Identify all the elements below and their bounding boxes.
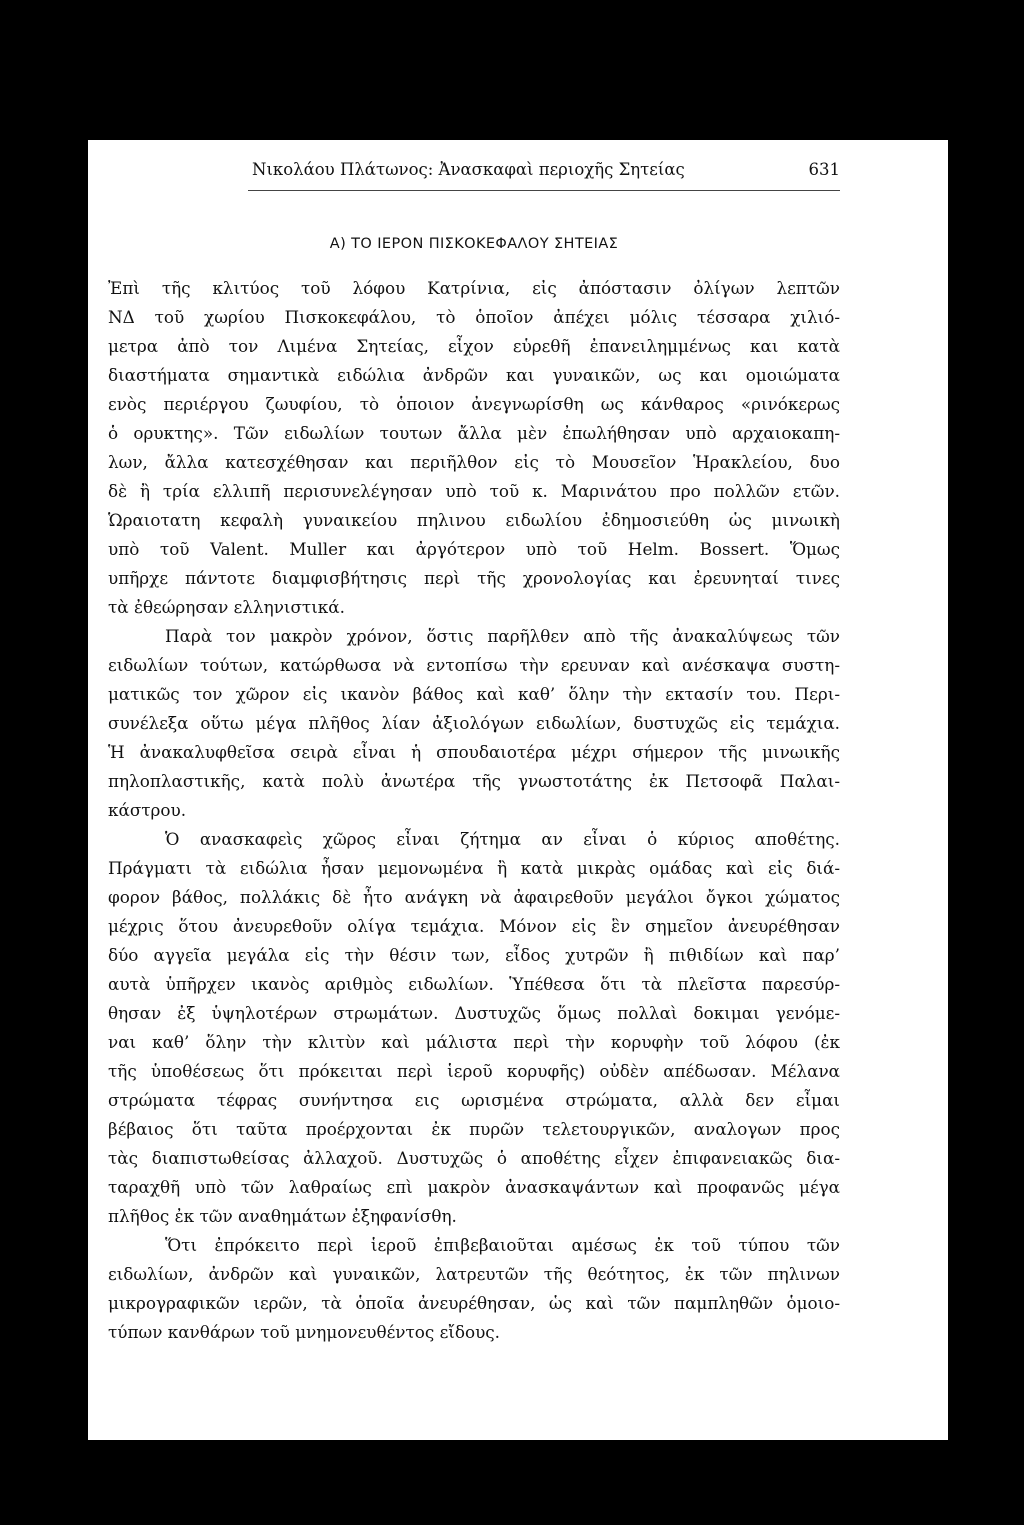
text-line: Παρὰ τον μακρὸν χρόνον, ὅστις παρῆλθεν απὸ τῆς ἀνακαλύψεως τῶν — [165, 626, 840, 646]
text-line: πηλοπλαστικῆς, κατὰ πολὺ ἀνωτέρα τῆς γνωστοτάτης ἐκ Πετσοφᾶ Παλαι- — [108, 771, 840, 791]
text-line: στρώματα τέφρας συνήντησα εις ωρισμένα στρώματα, αλλὰ δεν εἶμαι — [108, 1090, 840, 1110]
text-line: θησαν ἐξ ὑψηλοτέρων στρωμάτων. Δυστυχῶς ὅμως πολλαὶ δοκιμαι γενόμε- — [108, 1003, 840, 1023]
text-line: μικρογραφικῶν ιερῶν, τὰ ὁποῖα ἀνευρέθησαν, ὡς καὶ τῶν παμπληθῶν ὁμοιο- — [108, 1293, 840, 1313]
text-line: ειδωλίων τούτων, κατώρθωσα νὰ εντοπίσω τὴν ερευναν καὶ ανέσκαψα συστη- — [108, 655, 840, 675]
text-line: μέχρις ὅτου ἀνευρεθοῦν ολίγα τεμάχια. Μόνον εἰς ἓν σημεῖον ἀνευρέθησαν — [108, 916, 840, 936]
text-line: τύπων κανθάρων τοῦ μνημονευθέντος εἴδους. — [108, 1322, 500, 1342]
text-line: ΝΔ τοῦ χωρίου Πισκοκεφάλου, τὸ ὁποῖον ἀπέχει μόλις τέσσαρα χιλιό- — [108, 307, 840, 327]
text-line: τὰς διαπιστωθείσας ἀλλαχοῦ. Δυστυχῶς ὁ αποθέτης εἶχεν ἐπιφανειακῶς δια- — [108, 1148, 840, 1168]
text-line: ταραχθῆ υπὸ τῶν λαθραίως επὶ μακρὸν ἀνασκαψάντων καὶ προφανῶς μέγα — [108, 1177, 840, 1197]
text-line: υπὸ τοῦ Valent. Muller και ἀργότερον υπὸ τοῦ Helm. Bossert. Ὅμως — [108, 539, 840, 559]
text-line: βέβαιος ὅτι ταῦτα προέρχονται ἐκ πυρῶν τελετουργικῶν, αναλογων προς — [108, 1119, 840, 1139]
header-rule — [248, 190, 840, 191]
text-line: ενὸς περιέργου ζωυφίου, τὸ ὁποιον ἀνεγνωρίσθη ως κάνθαρος «ρινόκερως — [108, 394, 840, 414]
text-line: ναι καθ’ ὅλην τὴν κλιτὺν καὶ μάλιστα περὶ τὴν κορυφὴν τοῦ λόφου (ἐκ — [108, 1032, 840, 1052]
text-line: αυτὰ ὑπῆρχεν ικανὸς αριθμὸς ειδωλίων. Ὑπέθεσα ὅτι τὰ πλεῖστα παρεσύρ- — [108, 974, 840, 994]
text-line: Ἐπὶ τῆς κλιτύος τοῦ λόφου Κατρίνια, εἰς ἀπόστασιν ὀλίγων λεπτῶν — [108, 278, 840, 298]
text-line: συνέλεξα οὕτω μέγα πλῆθος λίαν ἀξιολόγων ειδωλίων, δυστυχῶς εἰς τεμάχια. — [108, 713, 840, 733]
text-line: Ὡραιοτατη κεφαλὴ γυναικείου πηλινου ειδωλίου ἐδημοσιεύθη ὡς μινωικὴ — [108, 510, 840, 530]
text-line: Πράγματι τὰ ειδώλια ἦσαν μεμονωμένα ἢ κατὰ μικρὰς ομάδας καὶ εἰς διά- — [108, 858, 840, 878]
text-line: δύο αγγεῖα μεγάλα εἰς τὴν θέσιν των, εἶδος χυτρῶν ἢ πιθιδίων καὶ παρ’ — [108, 945, 840, 965]
text-line: τῆς ὑποθέσεως ὅτι πρόκειται περὶ ἱεροῦ κορυφῆς) οὐδὲν απέδωσαν. Μέλανα — [108, 1061, 840, 1081]
running-title: Νικολάου Πλάτωνος: Ἀνασκαφαὶ περιοχῆς Σητείας — [252, 160, 685, 179]
text-line: διαστήματα σημαντικὰ ειδώλια ἀνδρῶν και γυναικῶν, ως και ομοιώματα — [108, 365, 840, 385]
text-line: πλῆθος ἐκ τῶν αναθημάτων ἐξηφανίσθη. — [108, 1206, 457, 1226]
text-line: μετρα ἀπὸ τον Λιμένα Σητείας, εἶχον εὑρεθῆ ἐπανειλημμένως και κατὰ — [108, 336, 840, 356]
text-line: κάστρου. — [108, 800, 187, 820]
text-line: φορον βάθος, πολλάκις δὲ ἦτο ανάγκη νὰ ἀφαιρεθοῦν μεγάλοι ὄγκοι χώματος — [108, 887, 840, 907]
text-line: δὲ ἢ τρία ελλιπῆ περισυνελέγησαν υπὸ τοῦ κ. Μαρινάτου προ πολλῶν ετῶν. — [108, 481, 840, 501]
text-line: τὰ ἐθεώρησαν ελληνιστικά. — [108, 597, 345, 617]
text-line: ὁ ορυκτης». Τῶν ειδωλίων τουτων ἄλλα μὲν ἐπωλήθησαν υπὸ αρχαιοκαπη- — [108, 423, 840, 443]
text-line: Ἡ ἀνακαλυφθεῖσα σειρὰ εἶναι ἡ σπουδαιοτέρα μέχρι σήμερον τῆς μινωικῆς — [108, 742, 840, 762]
page-number: 631 — [808, 160, 840, 179]
running-header — [252, 160, 840, 190]
text-line: λων, ἄλλα κατεσχέθησαν και περιῆλθον εἰς τὸ Μουσεῖον Ἡρακλείου, δυο — [108, 452, 840, 472]
section-title: Α) ΤΟ ΙΕΡΟΝ ΠΙΣΚΟΚΕΦΑΛΟΥ ΣΗΤΕΙΑΣ — [329, 236, 619, 252]
text-line: Ὁ ανασκαφεὶς χῶρος εἶναι ζήτημα αν εἶναι ὁ κύριος αποθέτης. — [165, 829, 840, 849]
text-line: ειδωλίων, ἀνδρῶν καὶ γυναικῶν, λατρευτῶν τῆς θεότητος, ἐκ τῶν πηλινων — [108, 1264, 840, 1284]
text-line: ματικῶς τον χῶρον εἰς ικανὸν βάθος καὶ καθ’ ὅλην τὴν εκτασίν του. Περι- — [108, 684, 840, 704]
text-line: υπῆρχε πάντοτε διαμφισβήτησις περὶ τῆς χρονολογίας και ἐρευνηταί τινες — [108, 568, 840, 588]
text-line: Ὅτι ἐπρόκειτο περὶ ἱεροῦ ἐπιβεβαιοῦται αμέσως ἐκ τοῦ τύπου τῶν — [165, 1235, 840, 1255]
